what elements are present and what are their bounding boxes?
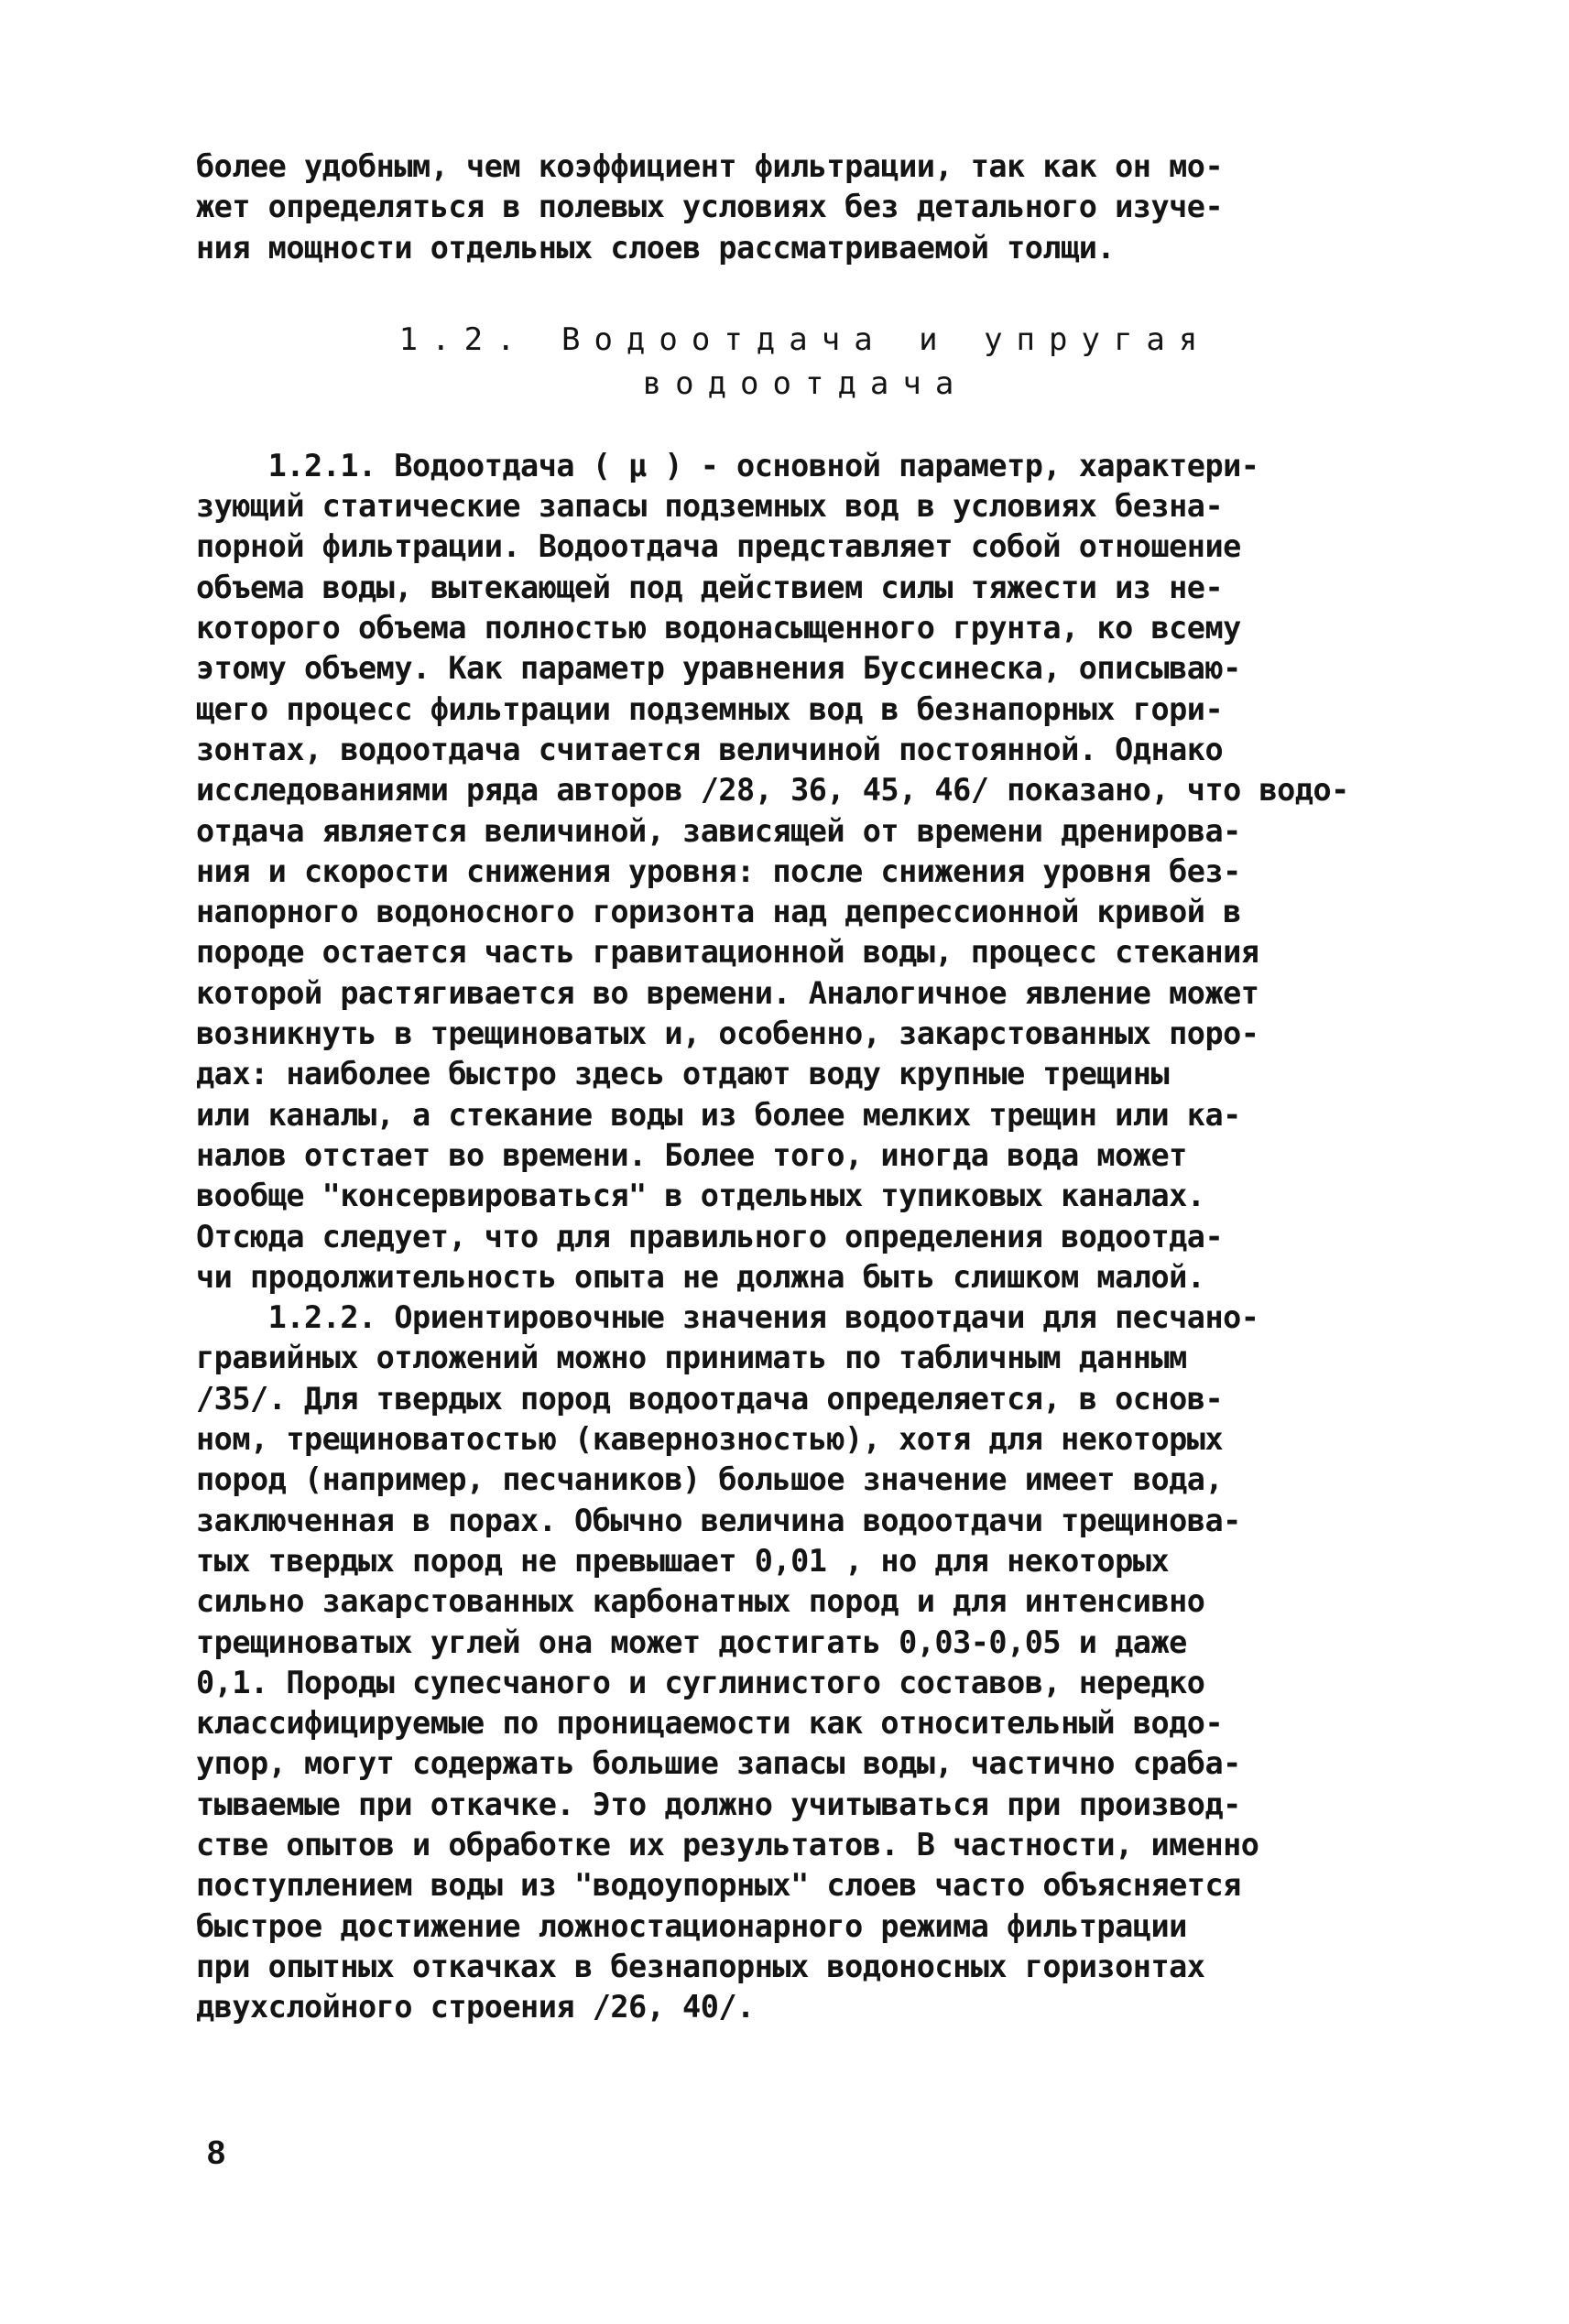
paragraph-1-2-1: [196, 446, 1414, 1298]
text-line: 0,1. Породы супесчаного и суглинистого составов, нередко: [196, 1664, 1205, 1700]
text-line: этому объему. Как параметр уравнения Буссинеска, описываю-: [196, 650, 1241, 687]
text-line: чи продолжительность опыта не должна быть слишком малой.: [196, 1258, 1205, 1295]
text-line: жет определяться в полевых условиях без детального изуче-: [196, 189, 1224, 225]
text-line: тываемые при откачке. Это должно учитываться при производ-: [196, 1786, 1241, 1822]
text-line: исследованиями ряда авторов /28, 36, 45, 46/ показано, что водо-: [196, 772, 1349, 809]
text-line: гравийных отложений можно принимать по табличным данным: [196, 1340, 1187, 1376]
text-line: сильно закарстованных карбонатных пород и для интенсивно: [196, 1583, 1205, 1620]
heading-line-2: водоотдача: [642, 364, 968, 402]
text-line: ном, трещиноватостью (кавернозностью), хотя для некоторых: [196, 1421, 1224, 1458]
text-line: зующий статические запасы подземных вод в условиях безна-: [196, 488, 1224, 525]
text-line: /35/. Для твердых пород водоотдача определяется, в основ-: [196, 1380, 1224, 1417]
text-line: 1.2.1. Водоотдача ( μ ) - основной параметр, характери-: [196, 447, 1259, 483]
heading-line-1: 1.2. Водоотдача и упругая: [398, 320, 1212, 358]
text-line: быстрое достижение ложностационарного режима фильтрации: [196, 1907, 1187, 1944]
text-line: зонтах, водоотдача считается величиной постоянной. Однако: [196, 731, 1224, 767]
text-line: которой растягивается во времени. Аналогичное явление может: [196, 974, 1259, 1011]
text-line: щего процесс фильтрации подземных вод в безнапорных гори-: [196, 690, 1224, 727]
text-line: дах: наиболее быстро здесь отдают воду крупные трещины: [196, 1056, 1170, 1092]
text-line: отдача является величиной, зависящей от времени дренирова-: [196, 812, 1241, 849]
text-line: поступлением воды из "водоупорных" слоев часто объясняется: [196, 1867, 1241, 1904]
text-line: вообще "консервироваться" в отдельных тупиковых каналах.: [196, 1178, 1205, 1214]
text-line: тых твердых пород не превышает 0,01 , но для некоторых: [196, 1542, 1170, 1579]
text-line: Отсюда следует, что для правильного определения водоотда-: [196, 1218, 1224, 1254]
text-line: более удобным, чем коэффициент фильтрации, так как он мо-: [196, 148, 1224, 184]
text-line: классифицируемые по проницаемости как относительный водо-: [196, 1705, 1224, 1742]
text-line: напорного водоносного горизонта над депрессионной кривой в: [196, 894, 1241, 930]
document-page: [196, 147, 1414, 2027]
text-line: при опытных откачках в безнапорных водоносных горизонтах: [196, 1948, 1205, 1984]
text-line: порной фильтрации. Водоотдача представляет собой отношение: [196, 528, 1241, 565]
page-number: 8: [207, 2134, 226, 2171]
paragraph-1-2-2: [196, 1298, 1414, 2027]
text-line: пород (например, песчаников) большое значение имеет вода,: [196, 1461, 1224, 1498]
text-line: ния мощности отдельных слоев рассматриваемой толщи.: [196, 229, 1116, 266]
text-line: двухслойного строения /26, 40/.: [196, 1989, 755, 2025]
text-line: породе остается часть гравитационной воды, процесс стекания: [196, 934, 1259, 971]
text-line: возникнуть в трещиноватых и, особенно, закарстованных поро-: [196, 1015, 1259, 1052]
section-heading: [196, 318, 1414, 406]
text-line: или каналы, а стекание воды из более мелких трещин или ка-: [196, 1096, 1241, 1133]
text-line: ния и скорости снижения уровня: после снижения уровня без-: [196, 852, 1241, 889]
text-line: упор, могут содержать большие запасы воды, частично сраба-: [196, 1745, 1241, 1782]
text-line: которого объема полностью водонасыщенного грунта, ко всему: [196, 610, 1241, 646]
intro-paragraph: [196, 147, 1414, 268]
text-line: стве опытов и обработке их результатов. В частности, именно: [196, 1826, 1259, 1862]
text-line: трещиноватых углей она может достигать 0,03-0,05 и даже: [196, 1624, 1187, 1660]
text-line: налов отстает во времени. Более того, иногда вода может: [196, 1136, 1187, 1173]
text-line: заключенная в порах. Обычно величина водоотдачи трещинова-: [196, 1502, 1241, 1538]
text-line: 1.2.2. Ориентировочные значения водоотдачи для песчано-: [196, 1299, 1259, 1336]
text-line: объема воды, вытекающей под действием силы тяжести из не-: [196, 569, 1224, 605]
